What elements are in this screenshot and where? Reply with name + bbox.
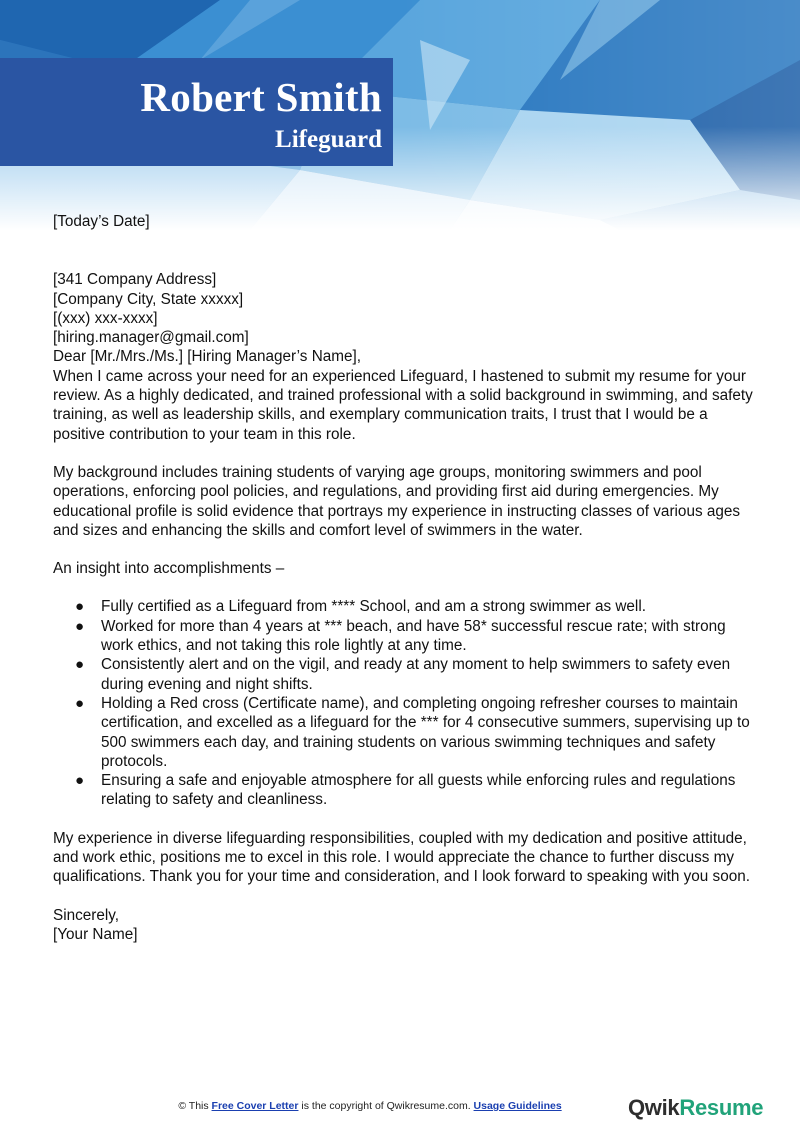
accomplishments-heading: An insight into accomplishments – bbox=[53, 560, 285, 578]
address-line: [Company City, State xxxxx] bbox=[53, 290, 244, 308]
bullet-icon: ● bbox=[75, 656, 85, 674]
bullet-icon: ● bbox=[75, 617, 85, 635]
name-banner bbox=[0, 58, 393, 166]
list-item: ● Consistently alert and on the vigil, and ready at any moment to help swimmers to safety even during evening and night shifts. bbox=[75, 656, 731, 693]
usage-guidelines-link[interactable]: Usage Guidelines bbox=[473, 1100, 562, 1112]
bullet-icon: ● bbox=[75, 598, 85, 616]
bullet-icon: ● bbox=[75, 694, 85, 712]
address-line: [hiring.manager@gmail.com] bbox=[53, 329, 249, 347]
address-line: [341 Company Address] bbox=[53, 271, 217, 289]
list-item: ● Ensuring a safe and enjoyable atmosphere for all guests while enforcing rules and regulations relating to safety and cleanliness. bbox=[75, 772, 736, 809]
list-item: ● Holding a Red cross (Certificate name), and completing ongoing refresher courses to maintain certification, and excelled as a lifeguard for the *** for 4 consecutive summers, supervising up to 500 swimmers each day, and training students on various swimming techniques and safety protocols. bbox=[75, 694, 750, 770]
candidate-role: Lifeguard bbox=[275, 126, 382, 153]
letter-date: [Today’s Date] bbox=[53, 213, 150, 230]
paragraph-background: My background includes training students of varying age groups, monitoring swimmers and pool operations, enforcing pool policies, and regulations, and providing first aid during emergencies. My educational profile is solid evidence that portrays my experience in instructing classes of various ages and sizes and enhancing the skills and comfort level of swimmers in the water. bbox=[53, 463, 741, 539]
address-line: [(xxx) xxx-xxxx] bbox=[53, 309, 158, 327]
copyright-footer: © This Free Cover Letter is the copyright of Qwikresume.com. Usage Guidelines bbox=[178, 1100, 562, 1112]
qwikresume-logo: QwikResume bbox=[628, 1095, 764, 1120]
closing-phrase: Sincerely, bbox=[53, 906, 120, 924]
list-item: ● Worked for more than 4 years at *** beach, and have 58* successful rescue rate; with strong work ethics, and not taking this role lightly at any time. bbox=[75, 617, 726, 655]
paragraph-closing: My experience in diverse lifeguarding responsibilities, coupled with my dedication and positive attitude, and work ethic, positions me to excel in this role. I would appreciate the chance to further discuss my qualifications. Thank you for your time and consideration, and I look forward to speaking with you soon. bbox=[53, 829, 750, 886]
candidate-name: Robert Smith bbox=[140, 74, 382, 120]
bullet-icon: ● bbox=[75, 772, 85, 790]
paragraph-intro: When I came across your need for an experienced Lifeguard, I hastened to submit my resume for your review. As a highly dedicated, and trained professional with a solid background in swimming, and safety training, as well as leadership skills, and exemplary communication traits, I trust that I would be a positive contribution to your team in this role. bbox=[53, 367, 753, 443]
free-cover-letter-link[interactable]: Free Cover Letter bbox=[211, 1100, 299, 1112]
letter-body bbox=[53, 212, 753, 944]
salutation: Dear [Mr./Mrs./Ms.] [Hiring Manager’s Name], bbox=[53, 348, 361, 366]
list-item: ● Fully certified as a Lifeguard from **** School, and am a strong swimmer as well. bbox=[75, 598, 646, 616]
accomplishments-list bbox=[53, 597, 753, 809]
signature-name: [Your Name] bbox=[53, 925, 138, 943]
recipient-address bbox=[53, 270, 753, 347]
